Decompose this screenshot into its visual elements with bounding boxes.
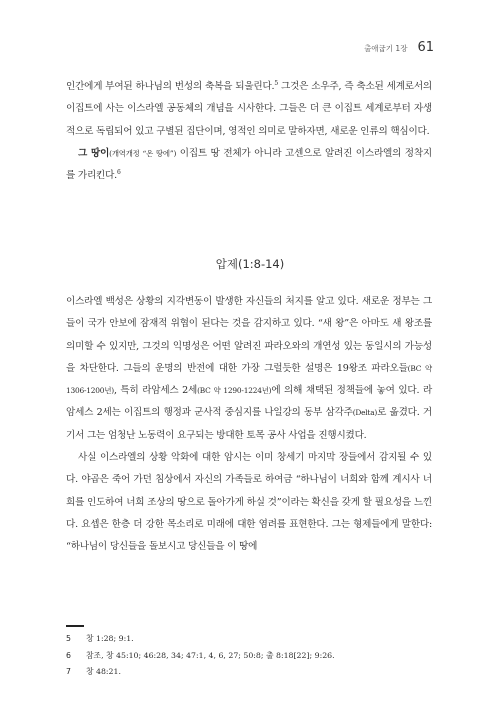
paragraph-4-text: 사실 이스라엘의 상황 악화에 대한 암시는 이미 창세기 마지막 장들에서 감지될 수 있다. 야곱은 죽어 가던 침상에서 자신의 가족들로 하여금 “하나님이 너희와 함께 계시사 너희를 인도하여 너희 조상의 땅으로 돌아가게 하실 것”이라는 확신을 갖게 할 필요성을 느낀다. 요셉은 한층 더 강한 목소리로 미래에 대한 염려를 표현한다. 그는 형제들에게 말한다: “하나님이 당신들을 돌보시고 당신들을 이 땅에	[66, 452, 432, 553]
footnote-number: 7	[66, 667, 71, 676]
footnote-text: 창 48:21.	[86, 667, 121, 676]
footnote	[66, 648, 446, 665]
running-title: 출애굽기 1장	[364, 44, 408, 53]
paragraph-3-part-a: 이스라엘 백성은 상황의 지각변동이 발생한 자신들의 처지를 알고 있다. 새로운 정부는 그들이 국가 안보에 잠재적 위협이 된다는 것을 감지하고 있다. “새 왕”은 아마도 새 왕조를 의미할 수 있지만, 그것의 익명성은 어떤 알려진 파라오와의 개연성 있는 동일시의 가능성을 차단한다. 그들의 운명의 반전에 대한 가장 그럴듯한 설명은 19왕조 파라오들	[66, 296, 432, 374]
delta-gloss: (Delta)	[352, 408, 378, 418]
footnote-ref-5: 5	[274, 79, 279, 87]
top-text-block	[66, 76, 432, 187]
date-range-ramesses: (BC 약 1290-1224년)	[197, 386, 272, 396]
footnote-ref-6: 6	[117, 169, 121, 176]
footnote-text: 창 1:28; 9:1.	[86, 634, 134, 643]
main-text-block	[66, 291, 432, 559]
paragraph-3	[66, 291, 432, 447]
footnote-rule	[66, 625, 84, 627]
paragraph-3-part-d: 로 옮겼다. 거기서 그는 엄청난 노동력이 요구되는 방대한 토목 공사 사업을 진행시켰다.	[66, 407, 433, 441]
footnote	[66, 664, 446, 681]
page-number: 61	[417, 40, 434, 55]
footnote	[66, 631, 446, 648]
paragraph-3-part-c: 에 의해 채택된 정책들에 놓여 있다. 라암세스 2세는 이집트의 행정과 군사적 중심지를 나일강의 동부 삼각주	[66, 385, 433, 419]
section-title: 압제(1:8-14)	[215, 257, 285, 271]
paragraph-2	[66, 143, 432, 188]
term-gloss: (개역개정 “온 땅에”)	[109, 148, 177, 158]
paragraph-1-rest: 그것은 소우주, 즉 축소된 세계로서의 이집트에 사는 이스라엘 공동체의 개념을 시사한다. 그들은 더 큰 이집트 세계로부터 자생적으로 독립되어 있고 구별된 집단이며, 영적인 의미로 말하자면, 새로운 인류의 핵심이다.	[66, 81, 432, 137]
paragraph-1	[66, 76, 432, 143]
footnote-text: 참조, 창 45:10; 46:28, 34; 47:1, 4, 6, 27; 50:8; 출 8:18[22]; 9:26.	[86, 650, 335, 660]
footnotes	[66, 631, 446, 681]
term-heading: 그 땅이	[78, 147, 110, 159]
paragraph-1-text: 인간에게 부여된 하나님의 번성의 축복을 되울린다.	[66, 81, 275, 92]
paragraph-3-part-b: , 특히 라암세스 2세	[113, 385, 198, 397]
paragraph-4	[66, 447, 432, 558]
date-range-19th-dynasty: (BC 약 1306-1200년)	[66, 363, 432, 396]
running-head	[364, 40, 434, 55]
paragraph-2-text: 이집트 땅 전체가 아니라 고센으로 알려진 이스라엘의 정착지를 가리킨다.	[66, 147, 432, 182]
footnote-number: 5	[66, 634, 71, 643]
footnote-number: 6	[66, 650, 71, 660]
